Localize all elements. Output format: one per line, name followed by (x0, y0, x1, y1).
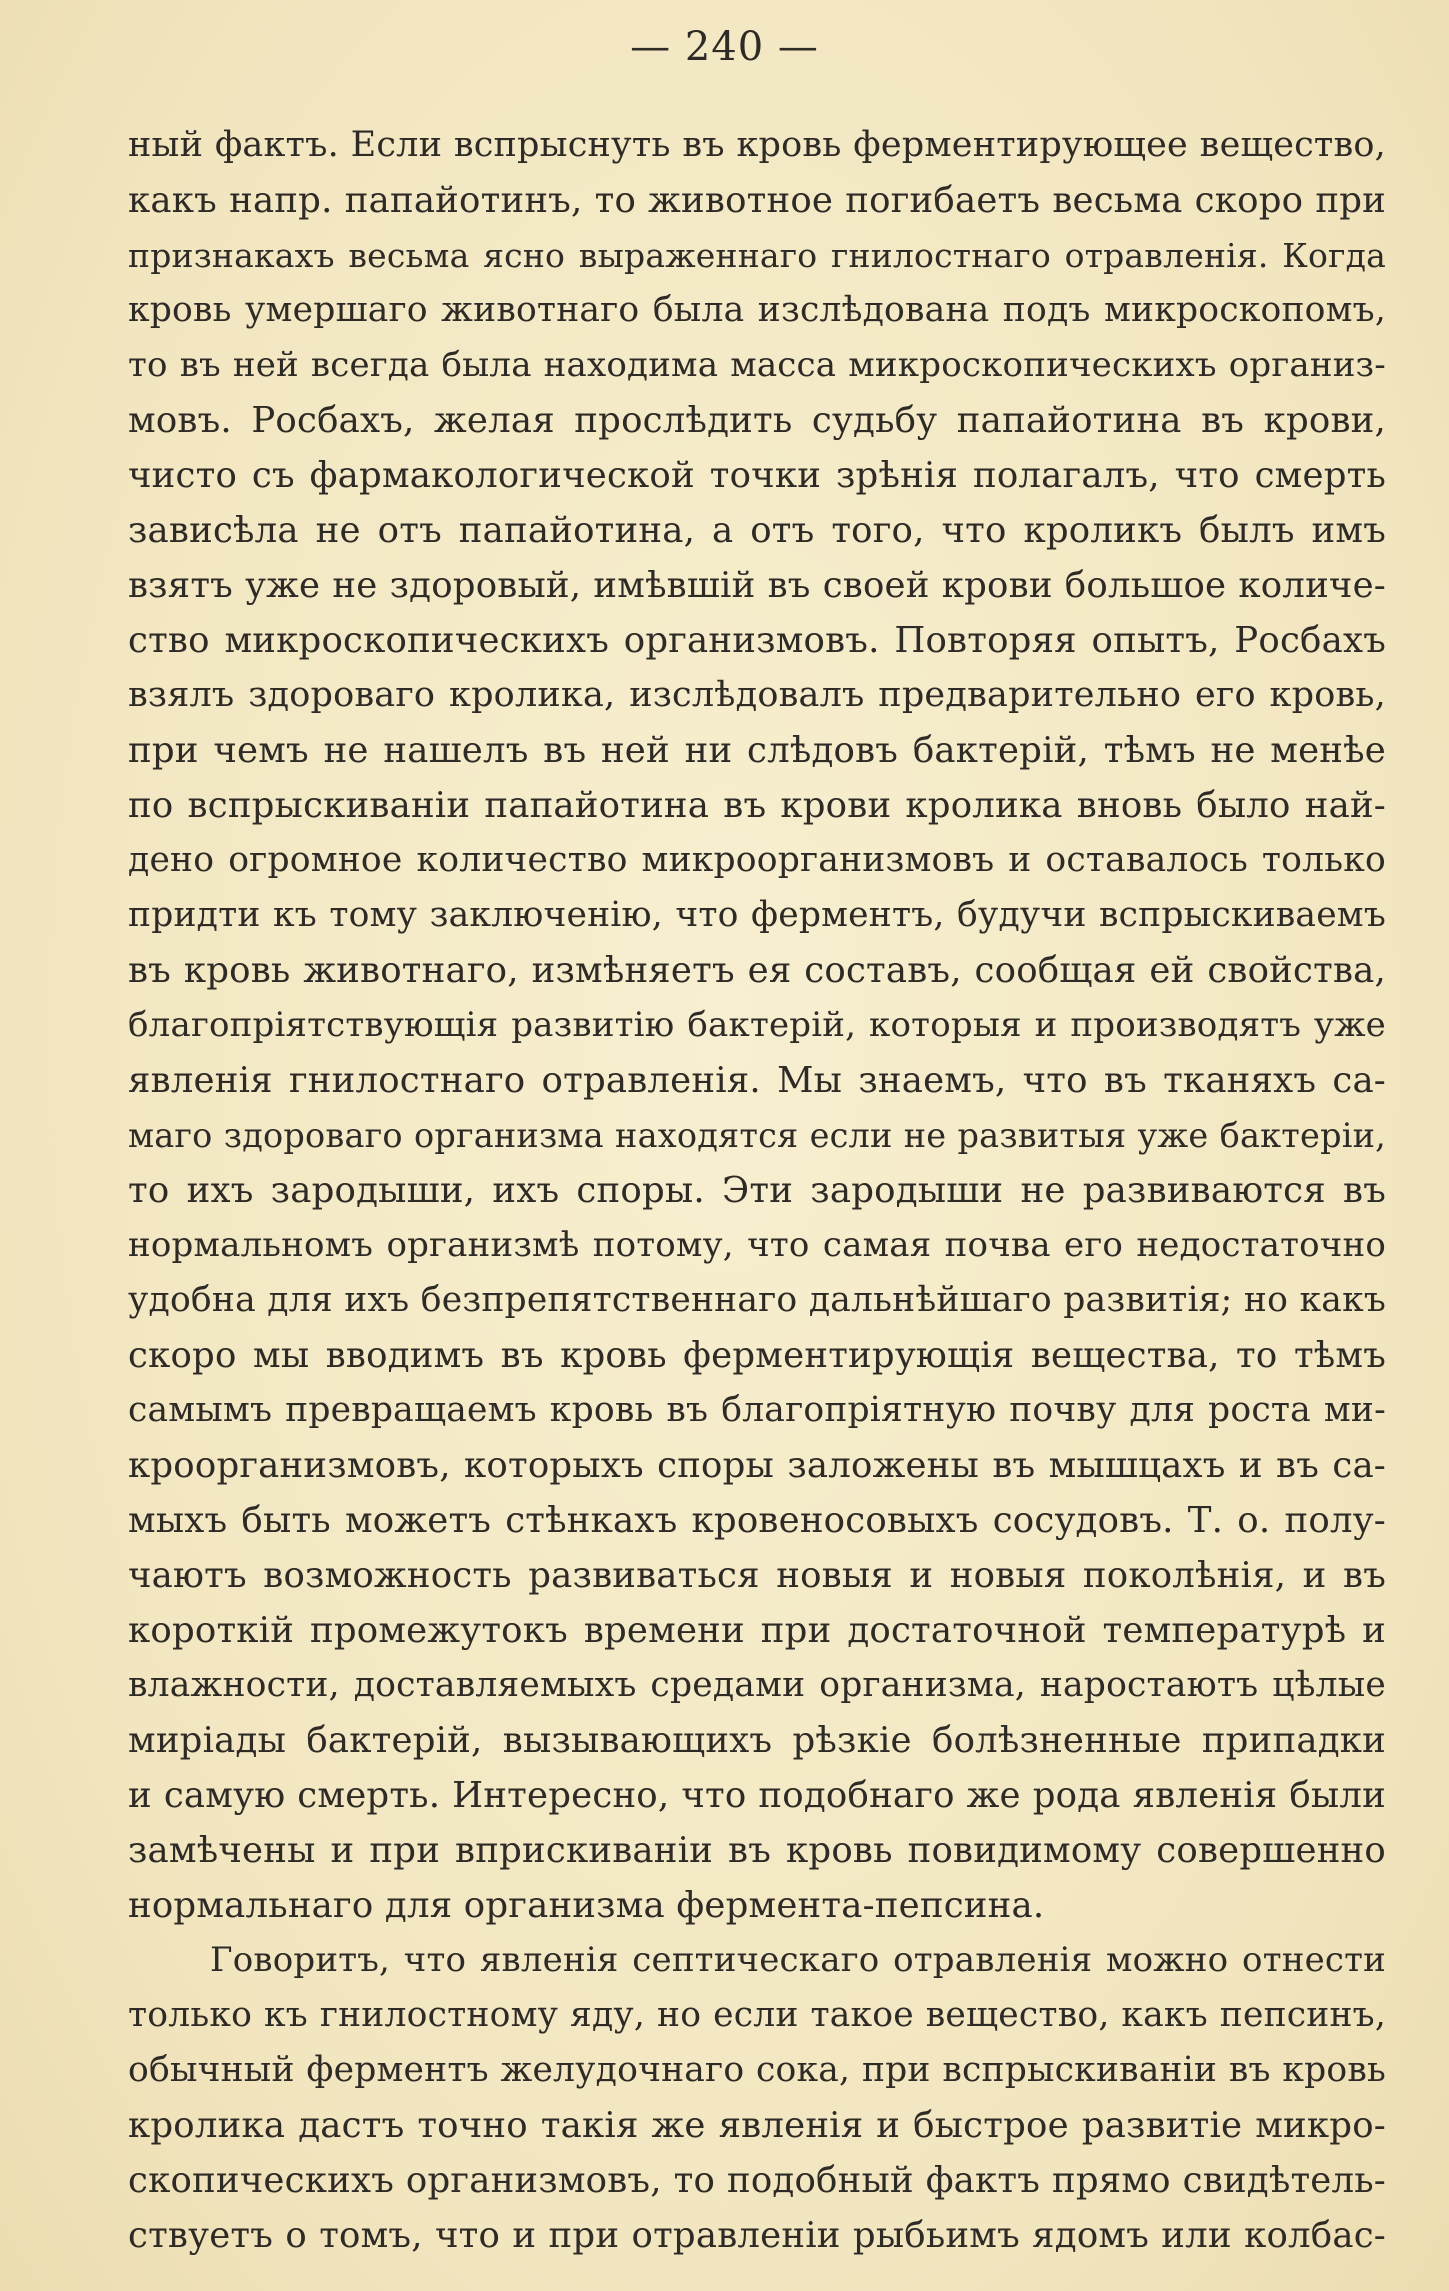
text-line: удобна для ихъ безпрепятственнаго дальнѣйшаго развитія; но какъ (128, 1280, 1386, 1320)
text-line: кровь умершаго животнаго была изслѣдована подъ микроскопомъ, (128, 290, 1386, 330)
text-line: придти къ тому заключенію, что ферментъ, будучи вспрыскиваемъ (128, 895, 1386, 935)
text-line: взятъ уже не здоровый, имѣвшій въ своей крови большое количе- (128, 565, 1386, 606)
text-line: короткій промежутокъ времени при достаточной температурѣ и (128, 1610, 1386, 1651)
text-line: мыхъ быть можетъ стѣнкахъ кровеносовыхъ сосудовъ. Т. о. полу- (128, 1500, 1386, 1541)
text-line: въ кровь животнаго, измѣняетъ ея составъ, сообщая ей свойства, (128, 950, 1386, 991)
text-line: обычный ферментъ желудочнаго сока, при вспрыскиваніи въ кровь (128, 2050, 1386, 2090)
text-line: ный фактъ. Если вспрыснуть въ кровь ферментирующее вещество, (128, 125, 1386, 165)
text-line: чисто съ фармакологической точки зрѣнія полагалъ, что смерть (128, 455, 1386, 496)
text-line: зависѣла не отъ папайотина, а отъ того, что кроликъ былъ имъ (128, 510, 1386, 551)
text-line: кролика дастъ точно такія же явленія и быстрое развитіе микро- (128, 2105, 1386, 2146)
text-line: самымъ превращаемъ кровь въ благопріятную почву для роста ми- (128, 1390, 1386, 1430)
text-line: миріады бактерій, вызывающихъ рѣзкіе болѣзненные припадки (128, 1720, 1386, 1761)
text-line: то въ ней всегда была находима масса микроскопическихъ организ- (128, 345, 1386, 385)
page-number: — 240 — (630, 24, 819, 70)
text-line: ствуетъ о томъ, что и при отравленіи рыбьимъ ядомъ или колбас- (128, 2215, 1386, 2256)
text-line: дено огромное количество микроорганизмовъ и оставалось только (128, 840, 1386, 880)
text-line: благопріятствующія развитію бактерій, которыя и производятъ уже (128, 1005, 1386, 1045)
text-line: взялъ здороваго кролика, изслѣдовалъ предварительно его кровь, (128, 675, 1386, 715)
text-line: при чемъ не нашелъ въ ней ни слѣдовъ бактерій, тѣмъ не менѣе (128, 730, 1386, 771)
paragraph-end-line: нормальнаго для организма фермента-пепсина. (128, 1885, 1045, 1926)
text-line: влажности, доставляемыхъ средами организма, наростаютъ цѣлые (128, 1665, 1386, 1705)
text-line: по вспрыскиваніи папайотина въ крови кролика вновь было най- (128, 785, 1386, 826)
text-line: признакахъ весьма ясно выраженнаго гнилостнаго отравленія. Когда (128, 236, 1386, 275)
paragraph-start-line: Говоритъ, что явленія септическаго отравленія можно отнести (210, 1940, 1386, 1980)
text-line: только къ гнилостному яду, но если такое вещество, какъ пепсинъ, (128, 1995, 1386, 2035)
text-line: скоро мы вводимъ въ кровь ферментирующія вещества, то тѣмъ (128, 1335, 1386, 1376)
text-line: скопическихъ организмовъ, то подобный фактъ прямо свидѣтель- (128, 2160, 1386, 2201)
text-line: нормальномъ организмѣ потому, что самая почва его недостаточно (128, 1225, 1386, 1265)
text-line: маго здороваго организма находятся если не развитыя уже бактеріи, (128, 1116, 1386, 1155)
text-line: какъ напр. папайотинъ, то животное погибаетъ весьма скоро при (128, 180, 1386, 221)
text-line: то ихъ зародыши, ихъ споры. Эти зародыши не развиваются въ (128, 1170, 1386, 1211)
text-line: и самую смерть. Интересно, что подобнаго же рода явленія были (128, 1775, 1386, 1816)
text-line: чаютъ возможность развиваться новыя и новыя поколѣнія, и въ (128, 1555, 1386, 1596)
text-line: замѣчены и при вприскиваніи въ кровь повидимому совершенно (128, 1830, 1386, 1871)
text-line: мовъ. Росбахъ, желая прослѣдить судьбу папайотина въ крови, (128, 400, 1386, 441)
body-text (128, 118, 1386, 2263)
text-line: ство микроскопическихъ организмовъ. Повторяя опытъ, Росбахъ (128, 620, 1386, 661)
text-line: кроорганизмовъ, которыхъ споры заложены въ мышцахъ и въ са- (128, 1445, 1386, 1486)
text-line: явленія гнилостнаго отравленія. Мы знаемъ, что въ тканяхъ са- (128, 1060, 1386, 1101)
